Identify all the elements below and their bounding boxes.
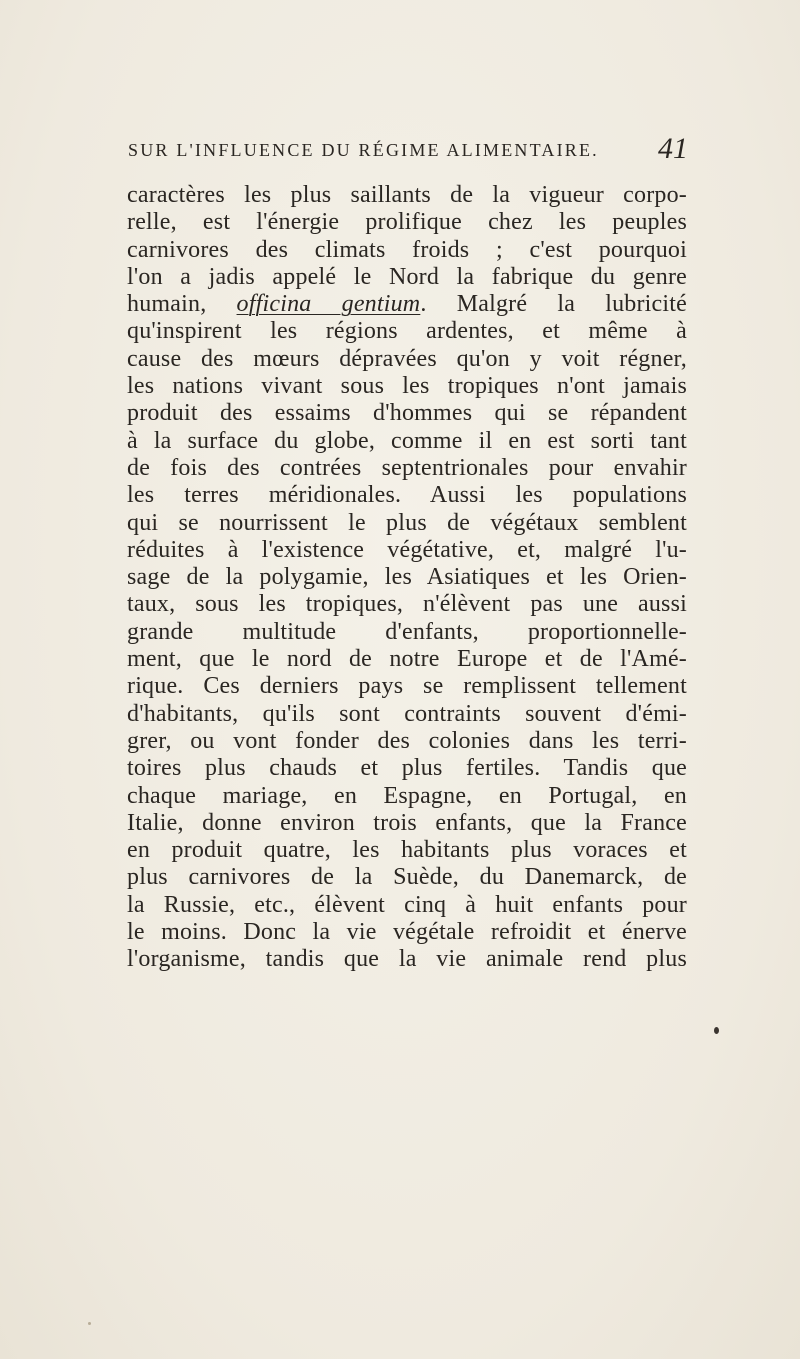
text-line: les terres méridionales. Aussi les populations	[127, 482, 687, 509]
text-line: carnivores des climats froids ; c'est pourquoi	[127, 236, 687, 263]
text-line: qu'inspirent les régions ardentes, et même à	[127, 318, 687, 345]
text-line: en produit quatre, les habitants plus voraces et	[127, 837, 687, 864]
text-line: l'organisme, tandis que la vie animale rend plus	[127, 946, 687, 973]
running-head	[90, 132, 688, 172]
text-line: cause des mœurs dépravées qu'on y voit régner,	[127, 345, 687, 372]
text-line: de fois des contrées septentrionales pour envahir	[127, 454, 687, 481]
text-line: ment, que le nord de notre Europe et de l'Amé-	[127, 646, 687, 673]
paper-speck	[88, 1322, 91, 1325]
body-text	[127, 182, 687, 974]
text-line: d'habitants, qu'ils sont contraints souvent d'émi-	[127, 700, 687, 727]
latin-phrase: officina gentium	[236, 291, 421, 318]
text-line: la Russie, etc., élèvent cinq à huit enfants pour	[127, 891, 687, 918]
text-line: grer, ou vont fonder des colonies dans les terri-	[127, 727, 687, 754]
text-line: taux, sous les tropiques, n'élèvent pas une aussi	[127, 591, 687, 618]
page-number: 41	[658, 132, 688, 165]
text-line: produit des essaims d'hommes qui se répandent	[127, 400, 687, 427]
text-line: plus carnivores de la Suède, du Danemarck, de	[127, 864, 687, 891]
text-line: l'on a jadis appelé le Nord la fabrique du genre	[127, 263, 687, 290]
running-title: SUR L'INFLUENCE DU RÉGIME ALIMENTAIRE.	[128, 140, 599, 160]
text-line: grande multitude d'enfants, proportionnelle-	[127, 618, 687, 645]
text-line: humain, officina gentium. Malgré la lubricité	[127, 291, 687, 318]
text-line: le moins. Donc la vie végétale refroidit et énerve	[127, 919, 687, 946]
text-line: chaque mariage, en Espagne, en Portugal, en	[127, 782, 687, 809]
text-line: à la surface du globe, comme il en est sorti tant	[127, 427, 687, 454]
text-line: sage de la polygamie, les Asiatiques et les Orien-	[127, 564, 687, 591]
text-line: toires plus chauds et plus fertiles. Tandis que	[127, 755, 687, 782]
text-line: rique. Ces derniers pays se remplissent tellement	[127, 673, 687, 700]
text-line: Italie, donne environ trois enfants, que la France	[127, 809, 687, 836]
text-line: relle, est l'énergie prolifique chez les peuples	[127, 209, 687, 236]
text-line: les nations vivant sous les tropiques n'ont jamais	[127, 373, 687, 400]
text-line: caractères les plus saillants de la vigueur corpo-	[127, 182, 687, 208]
text-line: réduites à l'existence végétative, et, malgré l'u-	[127, 536, 687, 563]
ink-speck	[714, 1027, 719, 1034]
text-line: qui se nourrissent le plus de végétaux semblent	[127, 509, 687, 536]
